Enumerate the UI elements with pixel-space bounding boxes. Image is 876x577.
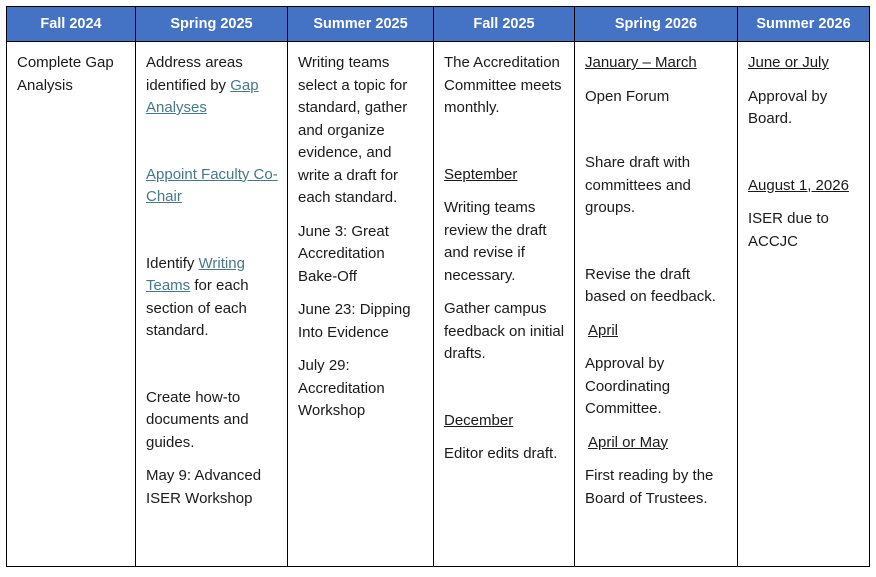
cell-fall-2025 (434, 42, 575, 567)
appoint-faculty-co-chair-link[interactable]: Appoint Faculty Co-Chair (146, 165, 278, 205)
date-heading: August 1, 2026 (748, 176, 849, 194)
task-text (146, 164, 279, 209)
month-heading: June or July (748, 54, 829, 71)
month-heading: January – March (585, 54, 697, 71)
event-text: July 29: Accreditation Workshop (298, 357, 385, 419)
task-text: Writing teams review the draft and revise if necessary. (444, 199, 547, 284)
event-text: June 23: Dipping Into Evidence (298, 301, 411, 341)
event-text: June 3: Great Accreditation Bake-Off (298, 222, 389, 285)
writing-teams-link[interactable]: Writing Teams (146, 254, 245, 294)
header-spring-2026: Spring 2026 (575, 7, 738, 42)
task-text: Identify Writing Teams for each section of each standard. (146, 254, 249, 339)
task-text: Share draft with committees and groups. (585, 154, 691, 216)
month-heading: April or May (588, 433, 669, 451)
task-text: Create how-to documents and guides. (146, 388, 249, 451)
timeline-row (7, 42, 870, 567)
task-text: Revise the draft based on feedback. (585, 265, 716, 305)
task-text: First reading by the Board of Trustees. (585, 467, 714, 507)
accreditation-timeline-table (6, 6, 870, 567)
header-fall-2024: Fall 2024 (7, 7, 136, 42)
month-heading: April (588, 321, 619, 339)
cell-spring-2025 (136, 42, 288, 567)
task-text: Writing teams select a topic for standard, gather and organize evidence, and write a draft for each standard. (298, 54, 408, 206)
task-text: Address areas identified by Gap Analyses (146, 54, 259, 116)
gap-analyses-link[interactable]: Gap Analyses (146, 76, 259, 116)
cell-summer-2025 (288, 42, 434, 567)
header-fall-2025: Fall 2025 (434, 7, 575, 42)
task-text: Complete Gap Analysis (17, 54, 114, 94)
task-text: Editor edits draft. (444, 445, 558, 462)
header-row (7, 7, 870, 42)
cell-summer-2026 (738, 42, 870, 567)
task-text: Approval by Coordinating Committee. (585, 355, 671, 417)
task-text: The Accreditation Committee meets monthly. (444, 54, 562, 116)
header-spring-2025: Spring 2025 (136, 7, 288, 42)
cell-spring-2026 (575, 42, 738, 567)
task-text: Gather campus feedback on initial drafts. (444, 300, 565, 362)
header-summer-2026: Summer 2026 (738, 7, 870, 42)
month-heading: December (444, 411, 514, 429)
cell-fall-2024 (7, 42, 136, 567)
event-text: May 9: Advanced ISER Workshop (146, 467, 262, 507)
task-text: Approval by Board. (748, 87, 828, 127)
header-summer-2025: Summer 2025 (288, 7, 434, 42)
task-text: Open Forum (585, 87, 670, 105)
month-heading: September (444, 165, 518, 183)
task-text: ISER due to ACCJC (748, 210, 829, 250)
